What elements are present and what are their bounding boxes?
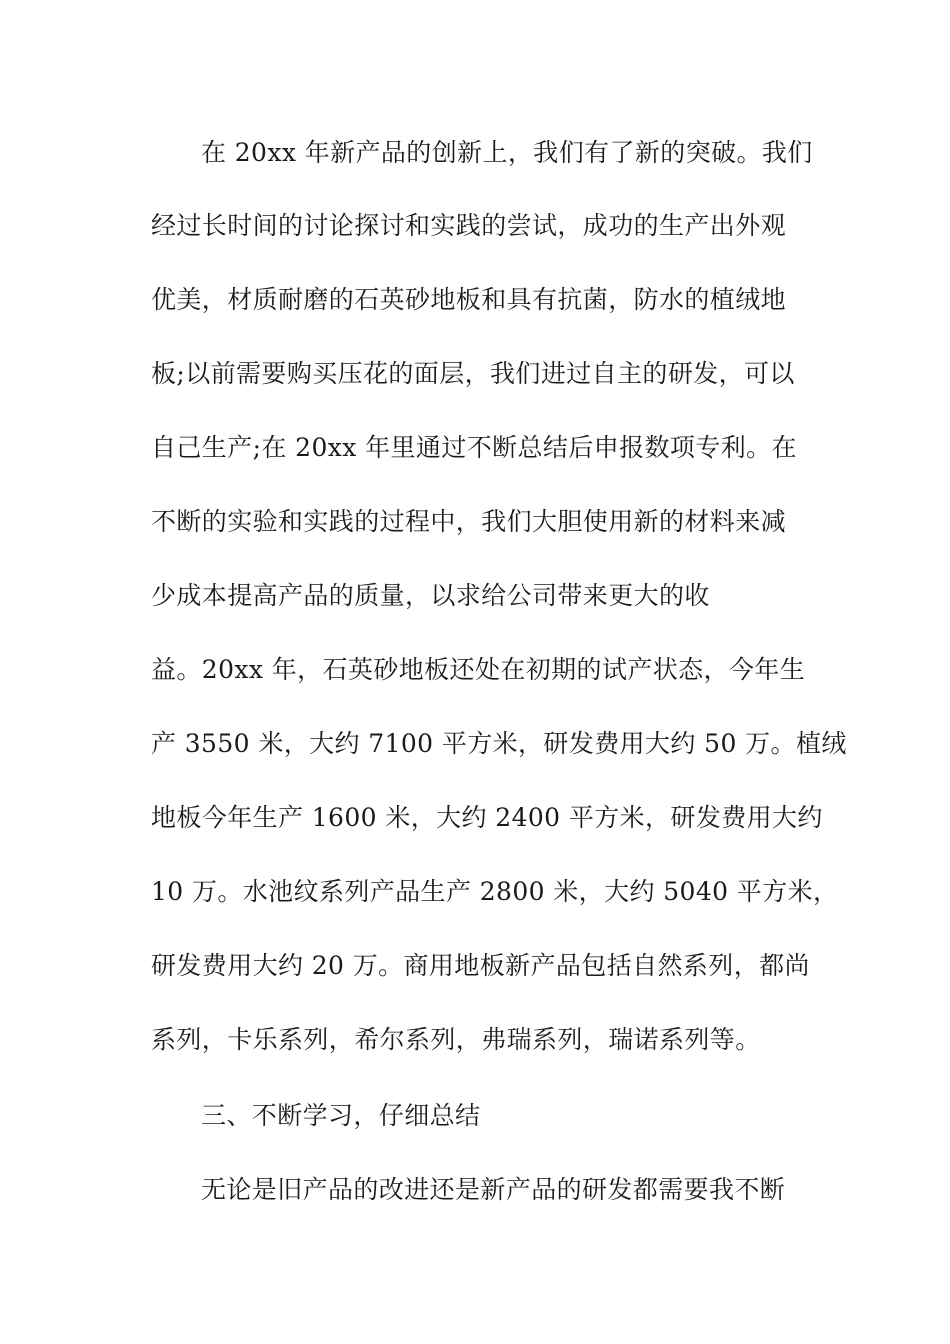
paragraph-line: 地板今年生产 1600 米，大约 2400 平方米，研发费用大约 <box>151 803 823 832</box>
paragraph-line: 系列，卡乐系列，希尔系列，弗瑞系列，瑞诺系列等。 <box>151 1025 761 1054</box>
paragraph-line: 板;以前需要购买压花的面层，我们进过自主的研发，可以 <box>151 359 795 388</box>
paragraph-line: 研发费用大约 20 万。商用地板新产品包括自然系列，都尚 <box>151 951 810 980</box>
paragraph-line: 10 万。水池纹系列产品生产 2800 米，大约 5040 平方米， <box>151 877 839 906</box>
paragraph-line: 优美，材质耐磨的石英砂地板和具有抗菌，防水的植绒地 <box>151 285 787 314</box>
paragraph-line: 自己生产;在 20xx 年里通过不断总结后申报数项专利。在 <box>151 433 797 462</box>
paragraph-line: 经过长时间的讨论探讨和实践的尝试，成功的生产出外观 <box>151 211 787 240</box>
paragraph-line: 益。20xx 年，石英砂地板还处在初期的试产状态，今年生 <box>151 655 806 684</box>
paragraph-line: 无论是旧产品的改进还是新产品的研发都需要我不断 <box>201 1175 786 1204</box>
paragraph-line: 不断的实验和实践的过程中，我们大胆使用新的材料来减 <box>151 507 787 536</box>
section-heading: 三、不断学习，仔细总结 <box>201 1101 481 1130</box>
paragraph-line: 少成本提高产品的质量，以求给公司带来更大的收 <box>151 581 710 610</box>
paragraph-line: 产 3550 米，大约 7100 平方米，研发费用大约 50 万。植绒 <box>151 729 847 758</box>
paragraph-line: 在 20xx 年新产品的创新上，我们有了新的突破。我们 <box>201 138 813 167</box>
